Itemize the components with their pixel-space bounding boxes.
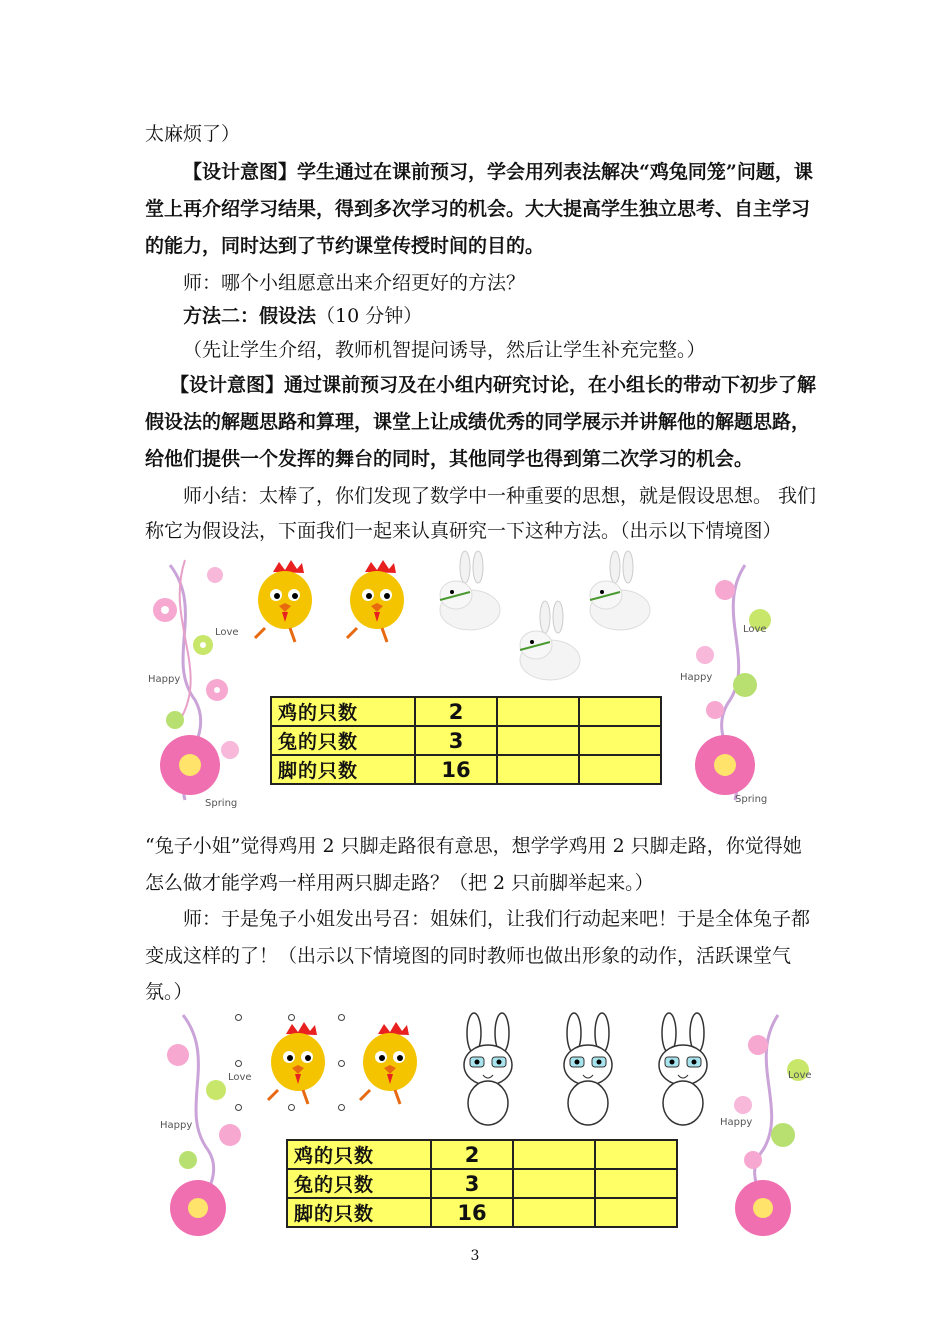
empty-cell: [595, 1140, 677, 1169]
row-label: 脚的只数: [271, 755, 415, 784]
standing-rabbit-icon: [564, 1013, 612, 1125]
empty-cell: [513, 1140, 595, 1169]
row-value: 16: [431, 1198, 513, 1227]
selection-handle[interactable]: [235, 1014, 242, 1021]
selection-handle[interactable]: [235, 1060, 242, 1067]
selection-handle[interactable]: [338, 1060, 345, 1067]
empty-cell: [497, 697, 579, 726]
text-line: “兔子小姐”觉得鸡用 2 只脚走路很有意思，想学学鸡用 2 只脚走路，你觉得她: [145, 835, 802, 857]
method-two-heading: [183, 304, 810, 328]
row-label: 鸡的只数: [287, 1140, 431, 1169]
love-label: Love: [788, 1070, 812, 1081]
row-label: 脚的只数: [287, 1198, 431, 1227]
row-label: 兔的只数: [271, 726, 415, 755]
empty-cell: [579, 726, 661, 755]
design-intent-1-cont: 的能力，同时达到了节约课堂传授时间的目的。: [145, 235, 545, 257]
row-value: 3: [415, 726, 497, 755]
text-line: 太麻烦了）: [145, 123, 241, 145]
method-two-duration: （10 分钟）: [316, 305, 423, 327]
table-row: [271, 755, 661, 784]
empty-cell: [595, 1169, 677, 1198]
text-line: 氛。）: [145, 981, 193, 1003]
selection-handle[interactable]: [338, 1104, 345, 1111]
empty-cell: [579, 755, 661, 784]
love-label: Love: [228, 1072, 252, 1083]
empty-cell: [497, 755, 579, 784]
design-intent-1: 【设计意图】学生通过在课前预习，学会用列表法解决“鸡兔同笼”问题，课: [183, 161, 813, 183]
teacher-summary-cont: 称它为假设法，下面我们一起来认真研究一下这种方法。（出示以下情境图）: [145, 520, 782, 542]
empty-cell: [579, 697, 661, 726]
spring-label: Spring: [735, 794, 768, 805]
table-row: [287, 1169, 677, 1198]
table-row: [287, 1140, 677, 1169]
text-line: 怎么做才能学鸡一样用两只脚走路？（把 2 只前脚举起来。）: [145, 872, 654, 894]
design-intent-2: 【设计意图】通过课前预习及在小组内研究讨论，在小组长的带动下初步了解: [170, 374, 817, 396]
happy-label: Happy: [680, 672, 713, 683]
empty-cell: [513, 1169, 595, 1198]
rabbit-icon: [440, 551, 500, 630]
standing-rabbit-icon: [659, 1013, 707, 1125]
chick-icon: [268, 1022, 325, 1104]
page-number: 3: [470, 1248, 480, 1264]
design-intent-1-cont: 堂上再介绍学习结果，得到多次学习的机会。大大提高学生独立思考、自主学习: [145, 198, 811, 220]
text-line: 变成这样的了！（出示以下情境图的同时教师也做出形象的动作，活跃课堂气: [145, 945, 792, 967]
row-value: 2: [415, 697, 497, 726]
row-label: 鸡的只数: [271, 697, 415, 726]
row-value: 16: [415, 755, 497, 784]
row-value: 2: [431, 1140, 513, 1169]
selection-handle[interactable]: [338, 1014, 345, 1021]
table-row: [271, 697, 661, 726]
empty-cell: [497, 726, 579, 755]
happy-label: Happy: [148, 674, 181, 685]
count-table-2: [286, 1139, 678, 1228]
love-label: Love: [743, 624, 767, 635]
happy-label: Happy: [160, 1120, 193, 1131]
rabbit-icon: [590, 551, 650, 630]
rabbit-icon: [520, 601, 580, 680]
empty-cell: [595, 1198, 677, 1227]
row-value: 3: [431, 1169, 513, 1198]
chick-icon: [255, 560, 312, 642]
design-intent-2-cont: 假设法的解题思路和算理，课堂上让成绩优秀的同学展示并讲解他的解题思路，: [145, 411, 811, 433]
text-line: （先让学生介绍，教师机智提问诱导，然后让学生补充完整。）: [183, 339, 706, 361]
table-row: [287, 1198, 677, 1227]
empty-cell: [513, 1198, 595, 1227]
chick-icon: [360, 1022, 417, 1104]
spring-label: Spring: [205, 798, 238, 808]
selection-handle[interactable]: [288, 1104, 295, 1111]
happy-label: Happy: [720, 1117, 753, 1128]
teacher-summary: 师小结：太棒了，你们发现了数学中一种重要的思想，就是假设思想。 我们: [183, 485, 817, 507]
table-row: [271, 726, 661, 755]
chick-icon: [347, 560, 404, 642]
love-label: Love: [215, 627, 239, 638]
selection-handle[interactable]: [288, 1014, 295, 1021]
teacher-line: 师：于是兔子小姐发出号召：姐妹们，让我们行动起来吧！于是全体兔子都: [183, 908, 811, 930]
count-table-1: [270, 696, 662, 785]
scenario-figure-1: [145, 550, 780, 808]
method-two-title: 方法二：假设法: [183, 305, 317, 327]
row-label: 兔的只数: [287, 1169, 431, 1198]
design-intent-2-cont: 给他们提供一个发挥的舞台的同时，其他同学也得到第二次学习的机会。: [145, 448, 754, 470]
scenario-figure-2: [158, 1010, 818, 1238]
standing-rabbit-icon: [464, 1013, 512, 1125]
teacher-question: 师：哪个小组愿意出来介绍更好的方法？: [183, 272, 526, 294]
selection-handle[interactable]: [235, 1104, 242, 1111]
